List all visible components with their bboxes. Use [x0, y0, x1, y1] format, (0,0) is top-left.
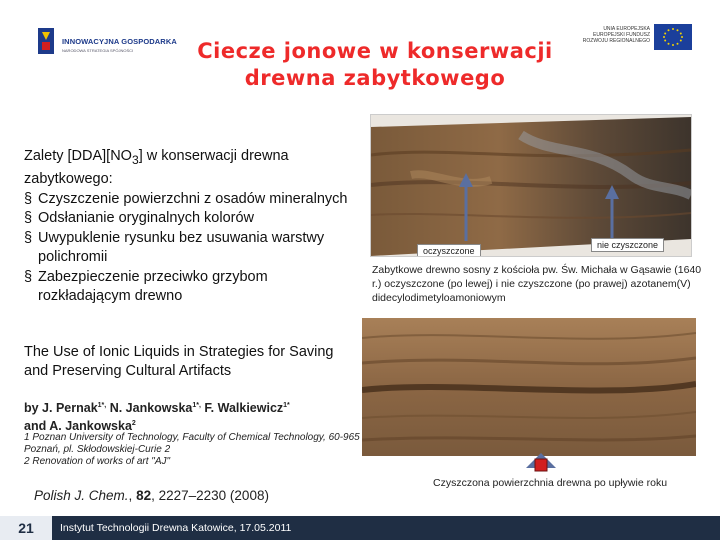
bullet-icon: § [24, 268, 33, 285]
wood-photo-top-image [371, 115, 691, 256]
author: and A. Jankowska [24, 419, 132, 434]
bullet-icon: § [24, 229, 33, 246]
author-sup: 2 [131, 420, 136, 428]
author-sup: 1*, [97, 402, 107, 409]
citation: Polish J. Chem., 82, 2227–2230 (2008) [34, 488, 269, 503]
affiliation-num: 1 [24, 432, 30, 443]
bullet-icon: § [24, 210, 33, 227]
affiliations [24, 432, 364, 468]
ig-logo-icon [34, 26, 58, 56]
list-item [24, 229, 354, 268]
wood-photo-bottom [362, 318, 696, 456]
label-cleaned: oczyszczone [417, 244, 481, 257]
marker-arrow-icon [526, 453, 556, 475]
label-not-cleaned: nie czyszczone [591, 238, 664, 252]
photo-bottom-caption: Czyszczona powierzchnia drewna po upływie roku [433, 477, 668, 489]
slide-title-line1: Ciecze jonowe w konserwacji [197, 39, 553, 63]
list-item-text: Czyszczenie powierzchni z osadów mineralnych [38, 190, 348, 207]
heading-text-end: ] w konserwacji drewna zabytkowego: [24, 148, 289, 188]
affiliation-text: Renovation of works of art "AJ" [32, 456, 171, 467]
affiliation [24, 456, 364, 468]
citation-pages: 2227–2230 (2008) [158, 488, 269, 503]
affiliation-text: Poznan University of Technology, Faculty of Chemical Technology, 60-965 Poznań, pl. Skłodowskiej-Curie 2 [24, 432, 360, 455]
wood-photo-bottom-image [362, 318, 696, 456]
slide-title [150, 38, 600, 92]
list-item [24, 268, 354, 307]
eu-logo-line: ROZWOJU REGIONALNEGO [582, 38, 650, 44]
slide-number: 21 [0, 516, 52, 540]
logo-left-name: INNOWACYJNA GOSPODARKA [62, 37, 177, 46]
paper-authors [24, 398, 354, 434]
citation-journal: Polish J. Chem. [34, 488, 129, 503]
advantages-list [24, 190, 354, 307]
bullet-icon: § [24, 190, 33, 207]
list-item [24, 190, 354, 210]
eu-flag-icon [654, 24, 692, 50]
affiliation [24, 432, 364, 456]
advantages-block [24, 147, 354, 307]
photo-top-caption: Zabytkowe drewno sosny z kościoła pw. Św. Michała w Gąsawie (1640 r.) oczyszczone (po lewej) i nie czyszczone (po prawej) azotanem(V) didecylodimetyloamoniowym [372, 264, 702, 304]
eu-logo-line: UNIA EUROPEJSKA [603, 26, 650, 32]
advantages-heading [24, 147, 354, 190]
footer-text: Instytut Technologii Drewna Katowice, 17.05.2011 [60, 522, 292, 534]
citation-volume: 82 [136, 488, 152, 503]
paper-title: The Use of Ionic Liquids in Strategies for Saving and Preserving Cultural Artifacts [24, 344, 334, 379]
slide-title-line2: drewna zabytkowego [244, 66, 506, 90]
author-sup: 1*, [192, 402, 201, 409]
wood-photo-top [370, 114, 692, 257]
eu-logo-line: EUROPEJSKI FUNDUSZ [593, 32, 650, 38]
affiliation-num: 2 [24, 456, 30, 467]
author: N. Jankowska [106, 401, 193, 416]
list-item [24, 209, 354, 229]
author: F. Walkiewicz [200, 401, 284, 416]
logo-left-subtitle: NARODOWA STRATEGIA SPÓJNOŚCI [62, 48, 134, 53]
heading-subscript: 3 [131, 152, 139, 167]
author: by J. Pernak [24, 401, 98, 416]
list-item-text: Zabezpieczenie przeciwko grzybom rozkładającym drewno [38, 268, 268, 305]
list-item-text: Uwypuklenie rysunku bez usuwania warstwy polichromii [38, 229, 325, 266]
author-sup: 1* [283, 402, 290, 409]
list-item-text: Odsłanianie oryginalnych kolorów [38, 210, 255, 227]
heading-text: Zalety [DDA][NO [24, 148, 132, 164]
